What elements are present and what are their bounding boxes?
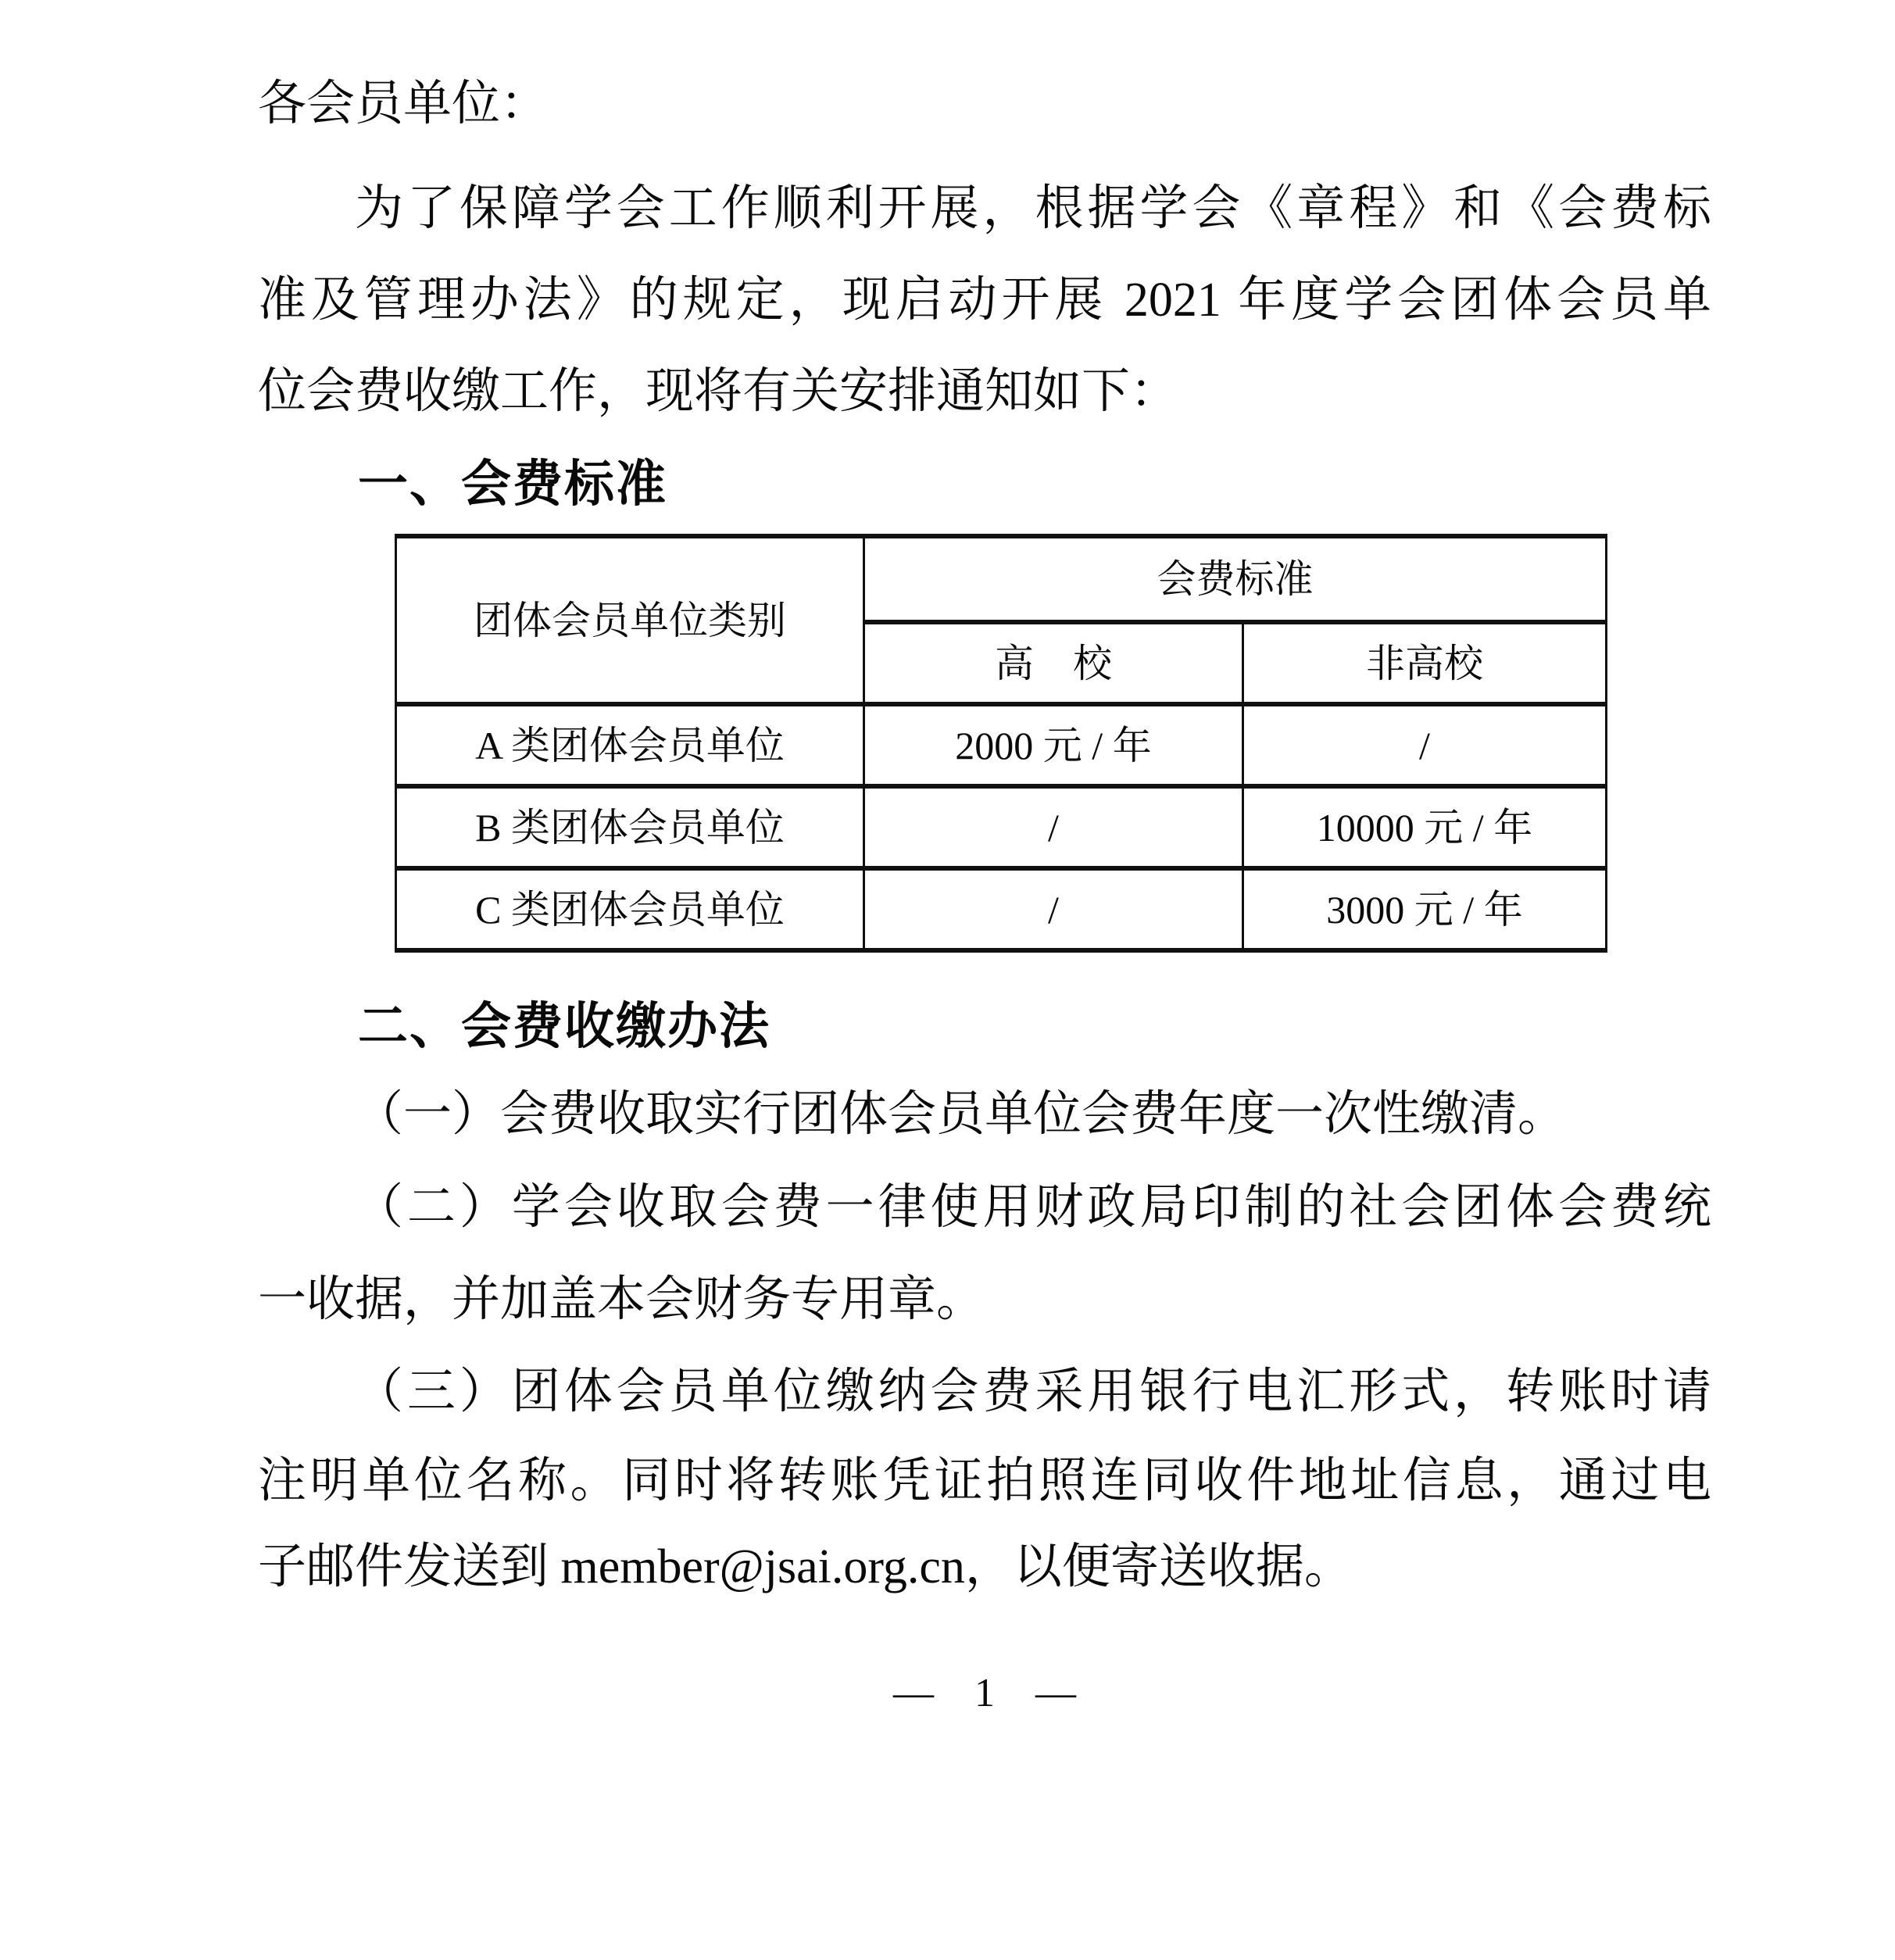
salutation-line: 各会员单位： — [258, 77, 549, 131]
item-1-line-1: （一）会费收取实行团体会员单位会费年度一次性缴清。 — [355, 1088, 1567, 1141]
item-3-line-3: 子邮件发送到 member@jsai.org.cn，以便寄送收据。 — [258, 1540, 1353, 1593]
intro-line-2: 准及管理办法》的规定，现启动开展 2021 年度学会团体会员单 — [258, 274, 1711, 327]
table-cell-university-c: / — [864, 868, 1243, 950]
section-2-heading: 二、会费收缴办法 — [358, 998, 771, 1054]
intro-line-1: 为了保障学会工作顺利开展，根据学会《章程》和《会费标 — [355, 182, 1711, 235]
page-number: — 1 — — [892, 1671, 1076, 1715]
table-row-b — [396, 786, 1607, 868]
table-row-a — [396, 704, 1607, 786]
table-header-row-1 — [396, 536, 1607, 622]
fee-standards-table — [395, 534, 1607, 953]
table-cell-university-b: / — [864, 786, 1243, 868]
table-header-fee-standard: 会费标准 — [864, 536, 1607, 622]
table-cell-university-a: 2000 元 / 年 — [864, 704, 1243, 786]
item-3-line-1: （三）团体会员单位缴纳会费采用银行电汇形式，转账时请 — [355, 1365, 1711, 1418]
table-row-c — [396, 868, 1607, 950]
item-3-line-2: 注明单位名称。同时将转账凭证拍照连同收件地址信息，通过电 — [258, 1454, 1711, 1508]
table-cell-non-university-a: / — [1243, 704, 1607, 786]
item-2-line-2: 一收据，并加盖本会财务专用章。 — [258, 1273, 985, 1326]
table-subheader-university: 高 校 — [864, 622, 1243, 704]
table-cell-category-a: A 类团体会员单位 — [396, 704, 864, 786]
table-cell-non-university-b: 10000 元 / 年 — [1243, 786, 1607, 868]
table-cell-category-b: B 类团体会员单位 — [396, 786, 864, 868]
table-header-category: 团体会员单位类别 — [396, 536, 864, 704]
intro-line-3: 位会费收缴工作，现将有关安排通知如下： — [258, 365, 1179, 418]
table-subheader-non-university: 非高校 — [1243, 622, 1607, 704]
item-2-line-1: （二）学会收取会费一律使用财政局印制的社会团体会费统 — [355, 1181, 1711, 1234]
section-1-heading: 一、会费标准 — [358, 456, 667, 512]
table-cell-category-c: C 类团体会员单位 — [396, 868, 864, 950]
table-cell-non-university-c: 3000 元 / 年 — [1243, 868, 1607, 950]
